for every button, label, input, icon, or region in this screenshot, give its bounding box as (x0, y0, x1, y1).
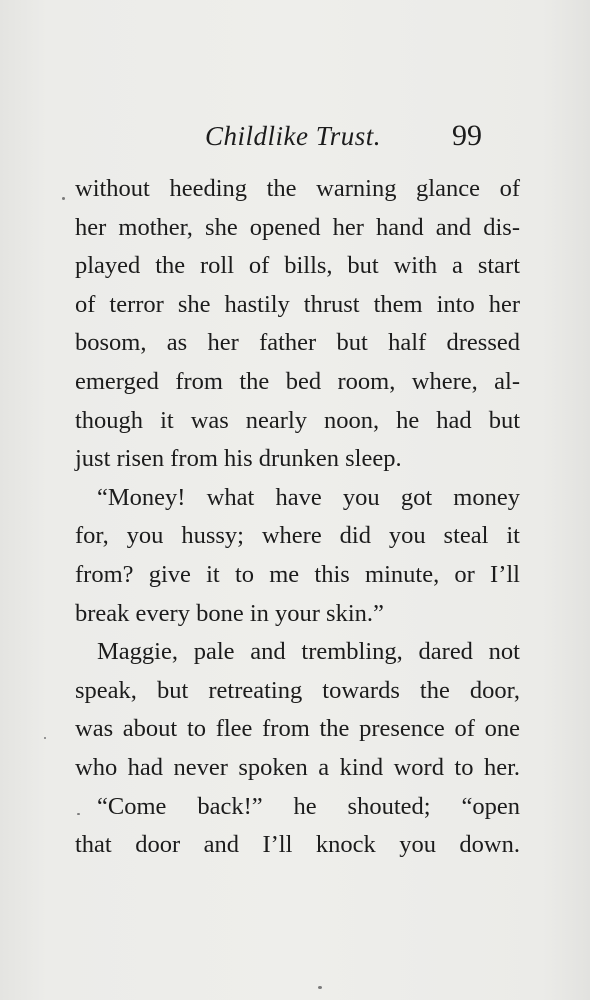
text-line: for, you hussy; where did you steal it (75, 522, 520, 550)
text-line: of terror she hastily thrust them into her (75, 290, 520, 318)
text-line: played the roll of bills, but with a start (75, 252, 520, 280)
running-head (0, 116, 590, 156)
text-line: without heeding the warning glance of (75, 175, 520, 202)
paper-speck (44, 737, 46, 739)
text-line: from? give it to me this minute, or I’ll (75, 560, 520, 588)
text-line: that door and I’ll knock you down. (75, 831, 520, 859)
text-line: though it was nearly noon, he had but (75, 406, 520, 434)
text-line: emerged from the bed room, where, al- (75, 367, 520, 395)
text-line: break every bone in your skin.” (75, 599, 384, 627)
paper-speck (77, 813, 80, 815)
text-line: Maggie, pale and trembling, dared not (97, 638, 520, 666)
running-title: Childlike Trust. (205, 121, 382, 151)
paper-speck (318, 986, 322, 989)
text-line: bosom, as her father but half dressed (75, 329, 520, 357)
text-line: her mother, she opened her hand and dis- (75, 213, 520, 241)
text-line: “Money! what have you got money (97, 483, 520, 511)
body-text (75, 170, 520, 865)
paper-speck (62, 197, 65, 200)
text-line: just risen from his drunken sleep. (75, 445, 402, 473)
text-line: “Come back!” he shouted; “open (97, 792, 520, 820)
text-line: was about to flee from the presence of one (75, 715, 520, 743)
text-line: who had never spoken a kind word to her. (75, 753, 520, 781)
text-line: speak, but retreating towards the door, (75, 676, 520, 704)
page-number: 99 (452, 119, 482, 152)
